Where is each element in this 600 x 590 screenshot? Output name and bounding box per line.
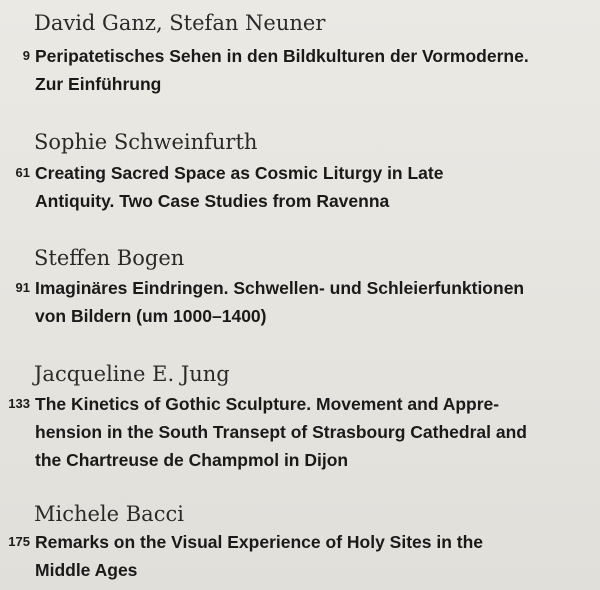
toc-title-line: Antiquity. Two Case Studies from Ravenna: [35, 191, 390, 211]
toc-title-line: Imaginäres Eindringen. Schwellen- und Schleierfunktionen: [35, 278, 525, 298]
toc-title-line: von Bildern (um 1000–1400): [35, 306, 267, 326]
toc-page-number: 9: [22, 48, 30, 63]
toc-title-line: The Kinetics of Gothic Sculpture. Movement and Appre-: [35, 394, 500, 414]
toc-title: [35, 528, 595, 584]
toc-author: Steffen Bogen: [34, 246, 185, 270]
toc-title: [35, 42, 595, 98]
toc-page-number: 91: [15, 280, 30, 295]
toc-page-number: 61: [15, 165, 30, 180]
toc-title-line: Remarks on the Visual Experience of Holy Sites in the: [35, 532, 484, 552]
toc-page-number: 175: [8, 534, 30, 549]
toc-title: [35, 159, 595, 215]
toc-title-line: Creating Sacred Space as Cosmic Liturgy in Late: [35, 163, 444, 183]
toc-author: Sophie Schweinfurth: [34, 130, 258, 154]
toc-title-line: Peripatetisches Sehen in den Bildkulturen der Vormoderne.: [35, 46, 529, 66]
toc-title: [35, 390, 595, 474]
toc-author: Jacqueline E. Jung: [34, 362, 230, 386]
toc-page-number: 133: [8, 396, 30, 411]
toc-author: Michele Bacci: [34, 502, 184, 526]
toc-title: [35, 274, 595, 330]
toc-title-line: the Chartreuse de Champmol in Dijon: [35, 450, 349, 470]
toc-title-line: Zur Einführung: [35, 74, 162, 94]
toc-author: David Ganz, Stefan Neuner: [34, 11, 326, 35]
toc-title-line: hension in the South Transept of Strasbourg Cathedral and: [35, 422, 527, 442]
toc-title-line: Middle Ages: [35, 560, 138, 580]
